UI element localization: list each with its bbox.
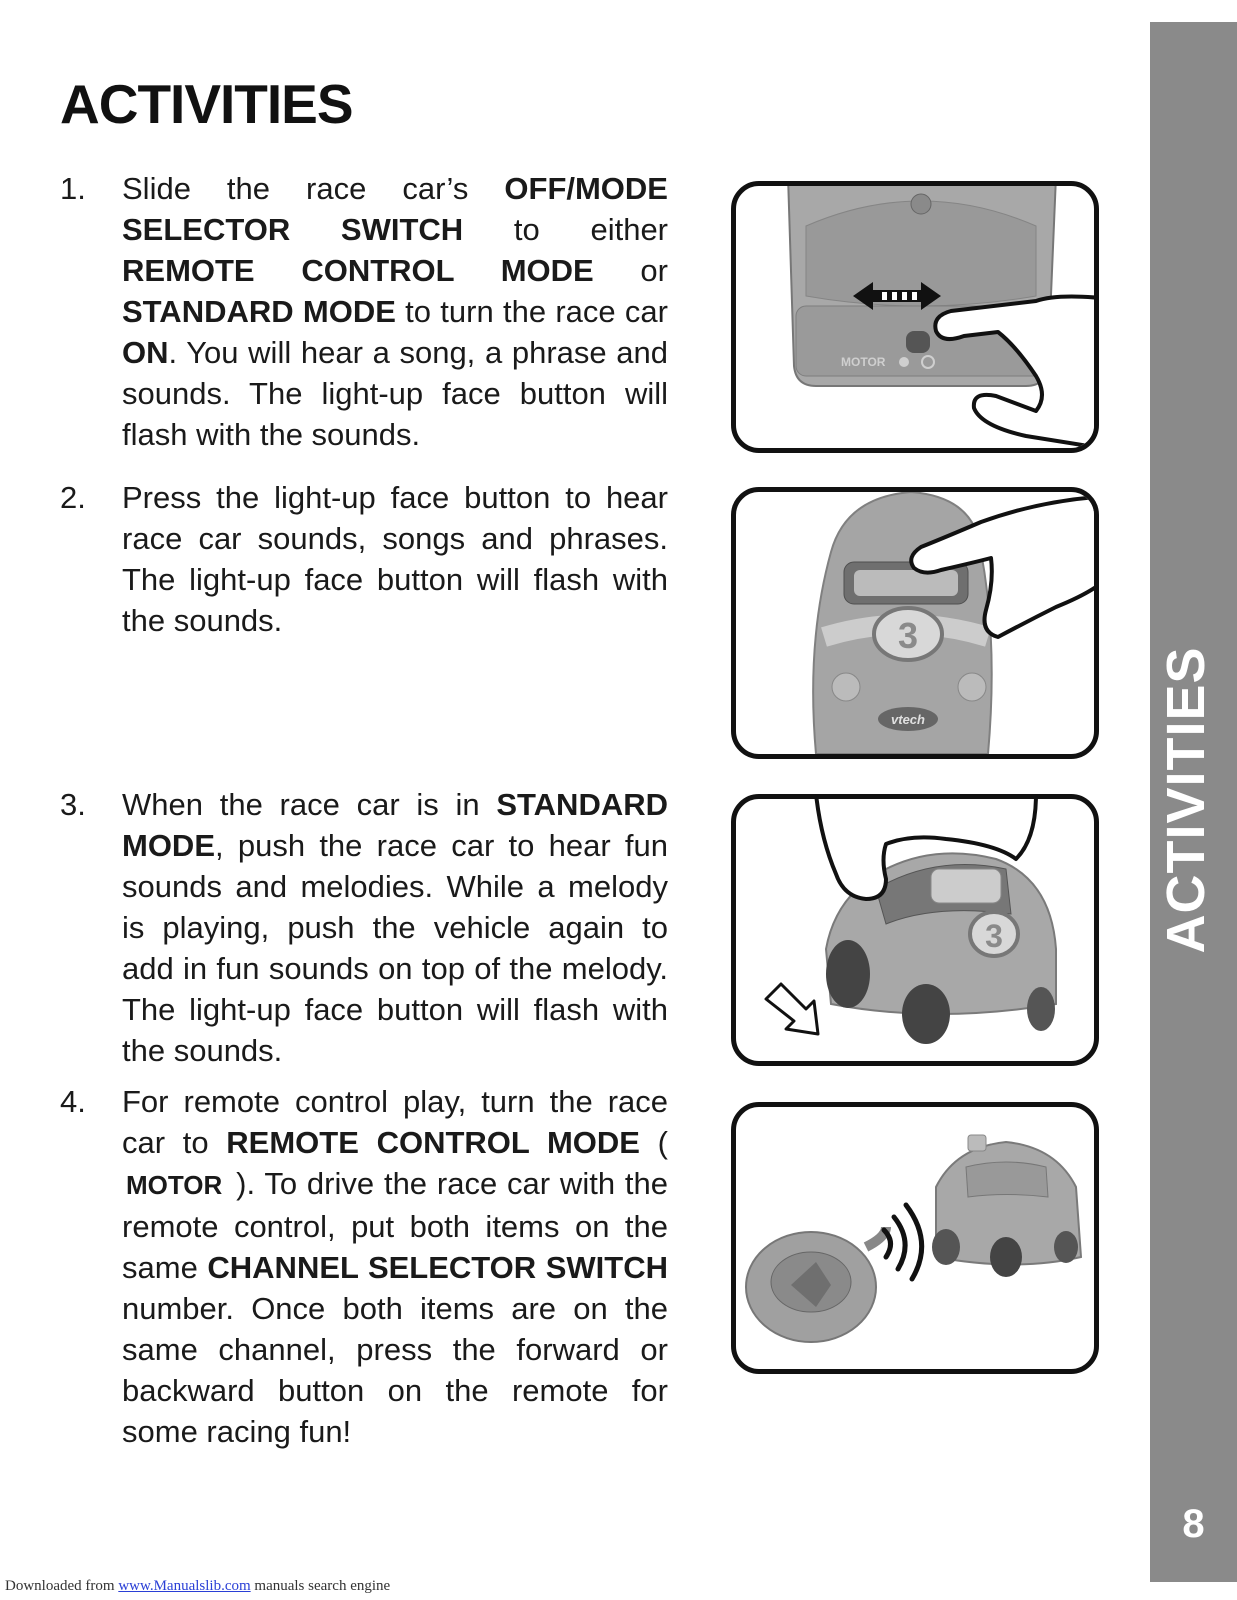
remote-control-drawing <box>736 1107 1094 1369</box>
signal-waves-icon <box>884 1205 922 1279</box>
text-run: For remote control play, turn the race car to <box>122 1084 668 1160</box>
manualslib-link[interactable]: www.Manualslib.com <box>118 1578 251 1594</box>
bold-term: ON <box>122 335 169 370</box>
page-number: 8 <box>1182 1502 1205 1546</box>
step-3 <box>60 784 668 1071</box>
step-text <box>122 784 668 1071</box>
step-text <box>122 168 668 455</box>
illustration-mode-switch <box>731 181 1099 453</box>
bold-term: STANDARD MODE <box>122 294 396 329</box>
footer-prefix: Downloaded from <box>5 1578 119 1594</box>
illustration-face-button <box>731 487 1099 759</box>
brand-text: vtech <box>891 712 925 727</box>
bold-term: STANDARD MODE <box>122 787 668 863</box>
car-number-text: 3 <box>897 615 919 656</box>
text-run: , push the race car to hear fun sounds and melodies. While a melody is playing, push the vehicle again to add in fun sounds on top of the melody. The light-up face button will flash with the sounds. <box>122 828 668 1068</box>
step-number: 3. <box>60 787 86 822</box>
push-arrow-icon <box>766 984 818 1034</box>
bold-term: CHANNEL SELECTOR SWITCH <box>207 1250 669 1285</box>
step-number: 4. <box>60 1084 86 1119</box>
text-run: or <box>593 253 668 288</box>
side-tab-label: ACTIVITIES <box>1156 646 1216 954</box>
text-run: ). To drive the race car with the remote control, put both items on the same <box>122 1166 668 1285</box>
face-button-drawing <box>736 492 1094 754</box>
bold-term: REMOTE CONTROL MODE <box>226 1125 640 1160</box>
step-text <box>122 477 668 641</box>
text-run: number. Once both items are on the same channel, press the forward or backward button on the remote for some racing fun! <box>122 1291 668 1449</box>
push-car-drawing <box>736 799 1094 1061</box>
text-run: to turn the race car <box>395 294 668 329</box>
text-run: Press the light-up face button to hear race car sounds, songs and phrases. The light-up face button will flash with the sounds. <box>122 480 668 638</box>
step-4 <box>60 1081 668 1452</box>
bold-term: REMOTE CONTROL MODE <box>122 253 594 288</box>
step-number: 1. <box>60 171 86 206</box>
footer <box>5 1578 390 1595</box>
text-run: ( <box>639 1125 668 1160</box>
car-number-text: 3 <box>985 918 1003 954</box>
text-run: Slide the race car’s <box>122 171 505 206</box>
step-2 <box>60 477 668 641</box>
switch-label-text: MOTOR <box>841 355 886 369</box>
bold-term: OFF/MODE SELECTOR SWITCH <box>122 171 668 247</box>
page-title: ACTIVITIES <box>60 73 353 135</box>
text-run: . You will hear a song, a phrase and sounds. The light-up face button will flash with the sounds. <box>122 335 668 452</box>
text-run: When the race car is in <box>122 787 497 822</box>
footer-suffix: manuals search engine <box>250 1578 391 1594</box>
illustration-push-car <box>731 794 1099 1066</box>
text-run: to either <box>463 212 669 247</box>
motor-label: MOTOR <box>126 1170 223 1200</box>
illustration-remote-control <box>731 1102 1099 1374</box>
step-1 <box>60 168 668 455</box>
mode-switch-drawing <box>736 186 1094 448</box>
step-text <box>122 1081 668 1452</box>
step-number: 2. <box>60 480 86 515</box>
